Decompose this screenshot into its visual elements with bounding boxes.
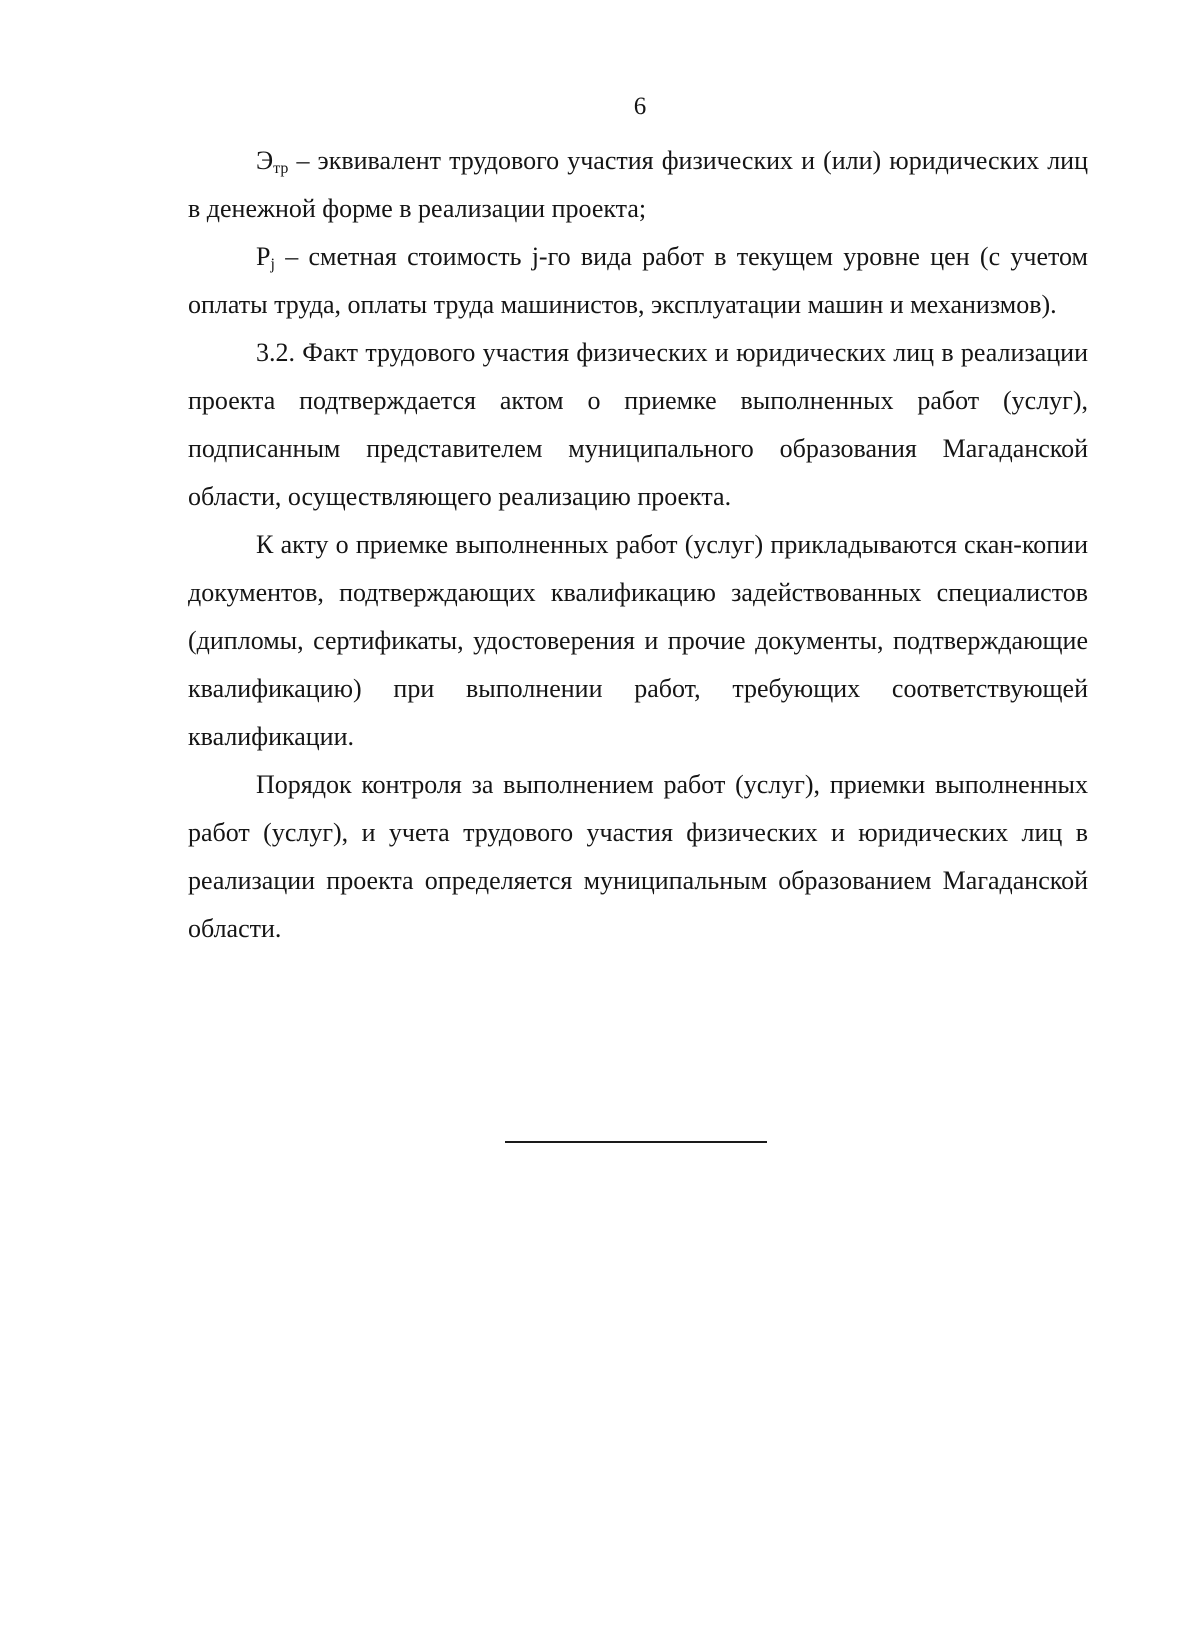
paragraph-text: – эквивалент трудового участия физических и (или) юридических лиц в денежной форме в реализации проекта; bbox=[188, 146, 1088, 223]
formula-term: P bbox=[256, 242, 271, 271]
formula-term-subscript: j bbox=[270, 256, 275, 273]
paragraph-text: – сметная стоимость j-го вида работ в текущем уровне цен (с учетом оплаты труда, оплаты труда машинистов, эксплуатации машин и механизмов). bbox=[188, 242, 1088, 319]
paragraph-pj-definition bbox=[188, 233, 1088, 329]
end-of-document-rule bbox=[505, 1141, 767, 1143]
paragraph-section-3-2: 3.2. Факт трудового участия физических и юридических лиц в реализации проекта подтверждается актом о приемке выполненных работ (услуг), подписанным представителем муниципального образования Магаданской области, осуществляющего реализацию проекта. bbox=[188, 338, 1088, 511]
paragraph-control-procedure: Порядок контроля за выполнением работ (услуг), приемки выполненных работ (услуг), и учета трудового участия физических и юридических лиц в реализации проекта определяется муниципальным образованием Магаданской области. bbox=[188, 770, 1088, 943]
paragraph-etr-definition bbox=[188, 137, 1088, 233]
formula-term: Э bbox=[256, 146, 274, 175]
document-body bbox=[188, 137, 1088, 953]
page-number: 6 bbox=[633, 93, 647, 120]
formula-term-subscript: тр bbox=[273, 160, 289, 177]
paragraph-attachments: К акту о приемке выполненных работ (услуг) прикладываются скан-копии документов, подтверждающих квалификацию задействованных специалистов (дипломы, сертификаты, удостоверения и прочие документы, подтверждающие квалификацию) при выполнении работ, требующих соответствующей квалификации. bbox=[188, 530, 1088, 751]
